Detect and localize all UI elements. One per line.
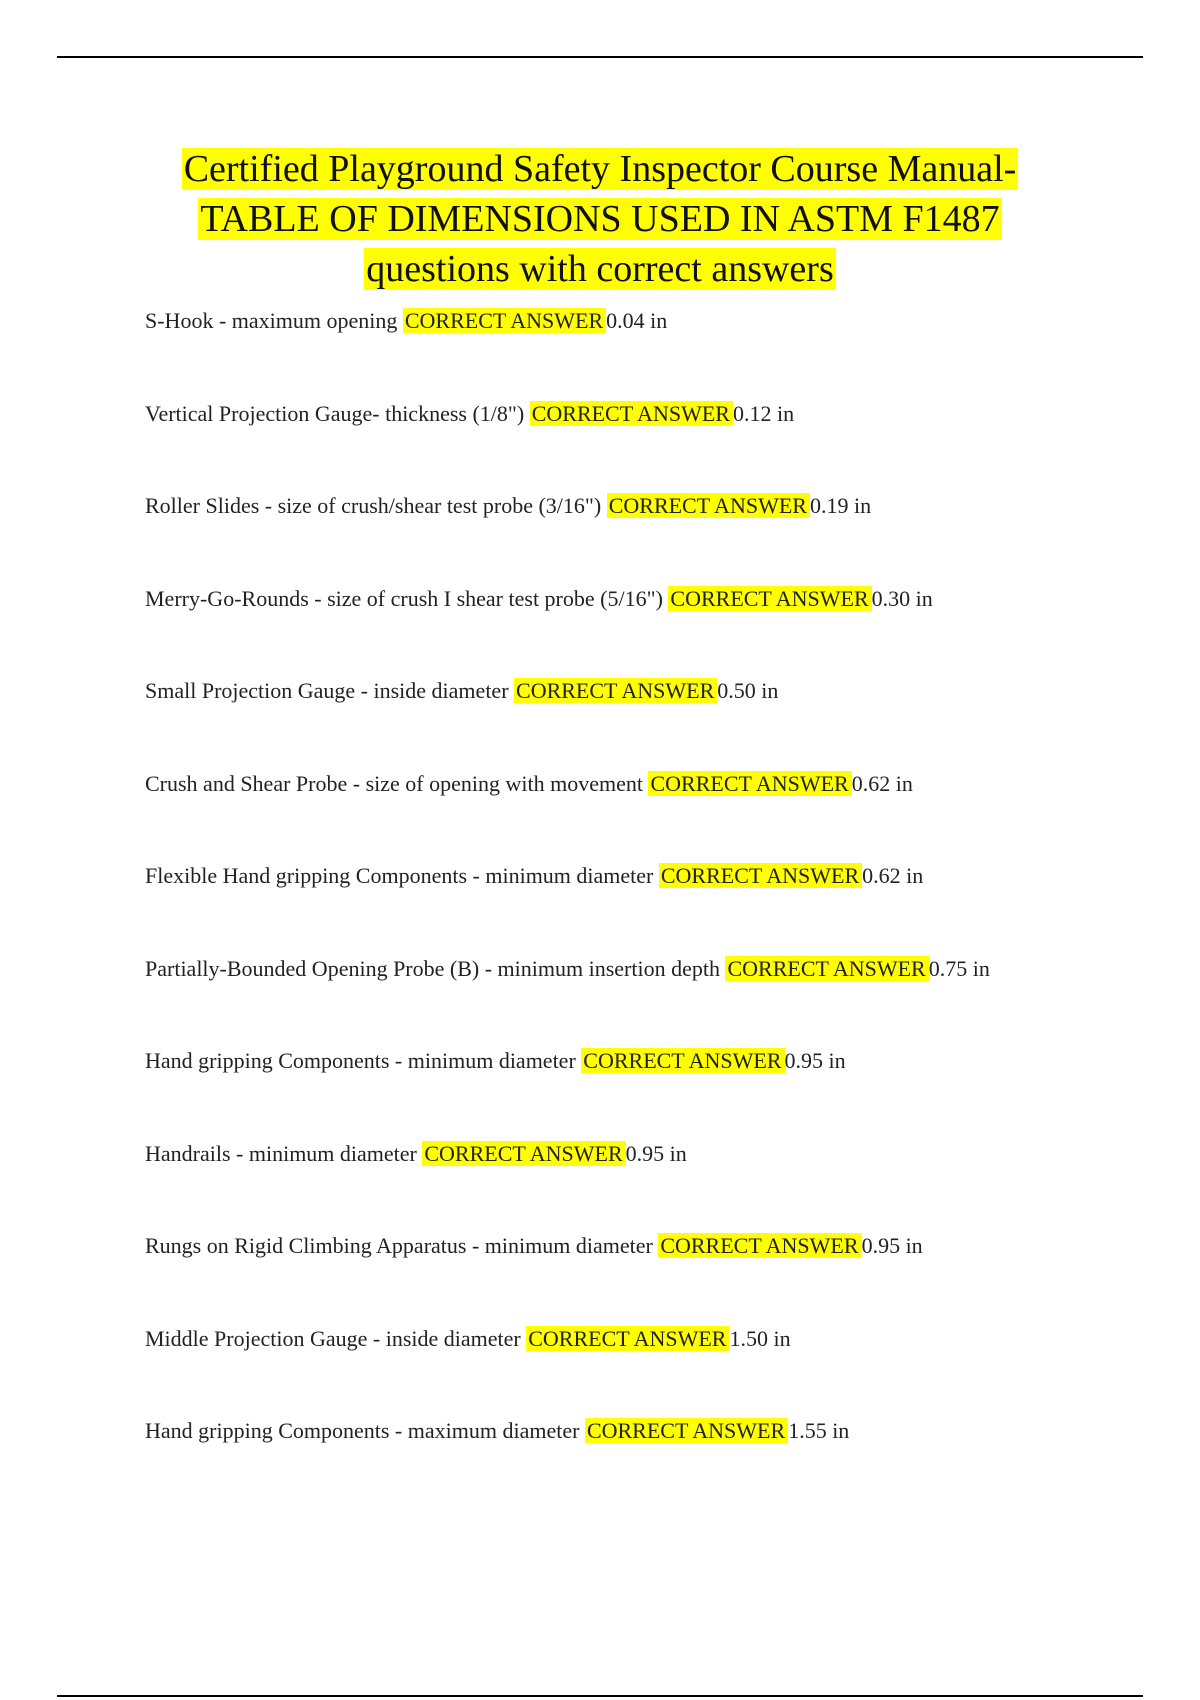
- qa-item: [145, 1231, 1145, 1324]
- answer-label: CORRECT ANSWER: [422, 1141, 625, 1166]
- qa-item: [145, 1139, 1145, 1232]
- answer-value: 1.50 in: [729, 1325, 791, 1351]
- question-text: Partially-Bounded Opening Probe (B) - minimum insertion depth: [145, 955, 720, 981]
- question-text: Handrails - minimum diameter: [145, 1140, 417, 1166]
- answer-label: CORRECT ANSWER: [530, 401, 733, 426]
- title-line-1-text: Certified Playground Safety Inspector Course Manual-: [183, 148, 1017, 190]
- title-line-1: [57, 144, 1143, 194]
- top-divider: [57, 56, 1143, 58]
- answer-value: 0.30 in: [871, 585, 933, 611]
- answer-label: CORRECT ANSWER: [607, 493, 810, 518]
- answer-value: 0.95 in: [625, 1140, 687, 1166]
- qa-item: [145, 1416, 1145, 1509]
- qa-item: [145, 1324, 1145, 1417]
- answer-value: 0.62 in: [851, 770, 913, 796]
- answer-label: CORRECT ANSWER: [668, 586, 871, 611]
- answer-value: 1.55 in: [788, 1418, 850, 1443]
- answer-value: 0.62 in: [862, 863, 924, 888]
- answer-value: 0.19 in: [809, 493, 872, 518]
- answer-label: CORRECT ANSWER: [658, 1233, 861, 1258]
- answer-value: 0.95 in: [784, 1048, 846, 1073]
- answer-label: CORRECT ANSWER: [585, 1418, 788, 1443]
- question-text: Hand gripping Components - minimum diameter: [145, 1048, 576, 1073]
- question-text: Roller Slides - size of crush/shear test probe (3/16"): [145, 493, 602, 518]
- qa-item: [145, 306, 1145, 399]
- question-text: Middle Projection Gauge - inside diameter: [145, 1325, 521, 1351]
- document-title: [57, 144, 1143, 294]
- question-text: Small Projection Gauge - inside diameter: [145, 678, 509, 703]
- question-text: Hand gripping Components - maximum diameter: [145, 1418, 580, 1443]
- question-text: Vertical Projection Gauge- thickness (1/8"): [145, 400, 525, 426]
- question-text: Flexible Hand gripping Components - minimum diameter: [145, 863, 654, 888]
- answer-label: CORRECT ANSWER: [514, 678, 717, 703]
- title-line-2-text: TABLE OF DIMENSIONS USED IN ASTM F1487: [200, 198, 1000, 240]
- answer-label: CORRECT ANSWER: [648, 771, 851, 796]
- qa-item: [145, 1046, 1145, 1139]
- qa-item: [145, 676, 1145, 769]
- qa-item: [145, 769, 1145, 862]
- bottom-divider: [57, 1695, 1143, 1697]
- answer-label: CORRECT ANSWER: [659, 863, 862, 888]
- qa-item: [145, 491, 1145, 584]
- answer-label: CORRECT ANSWER: [725, 956, 928, 981]
- answer-value: 0.04 in: [606, 308, 668, 333]
- title-line-3: [57, 244, 1143, 294]
- question-text: Crush and Shear Probe - size of opening with movement: [145, 770, 643, 796]
- title-line-2: [57, 194, 1143, 244]
- title-line-3-text: questions with correct answers: [366, 248, 834, 290]
- answer-label: CORRECT ANSWER: [526, 1326, 729, 1351]
- qa-list: [145, 306, 1145, 1509]
- answer-value: 0.75 in: [928, 955, 990, 981]
- qa-item: [145, 399, 1145, 492]
- qa-item: [145, 954, 1145, 1047]
- question-text: Merry-Go-Rounds - size of crush I shear test probe (5/16"): [145, 585, 663, 611]
- qa-item: [145, 584, 1145, 677]
- answer-label: CORRECT ANSWER: [403, 308, 606, 333]
- answer-label: CORRECT ANSWER: [581, 1048, 784, 1073]
- answer-value: 0.50 in: [717, 678, 779, 703]
- answer-value: 0.95 in: [861, 1233, 923, 1258]
- qa-item: [145, 861, 1145, 954]
- question-text: Rungs on Rigid Climbing Apparatus - minimum diameter: [145, 1233, 653, 1258]
- answer-value: 0.12 in: [732, 400, 795, 426]
- question-text: S-Hook - maximum opening: [145, 308, 398, 333]
